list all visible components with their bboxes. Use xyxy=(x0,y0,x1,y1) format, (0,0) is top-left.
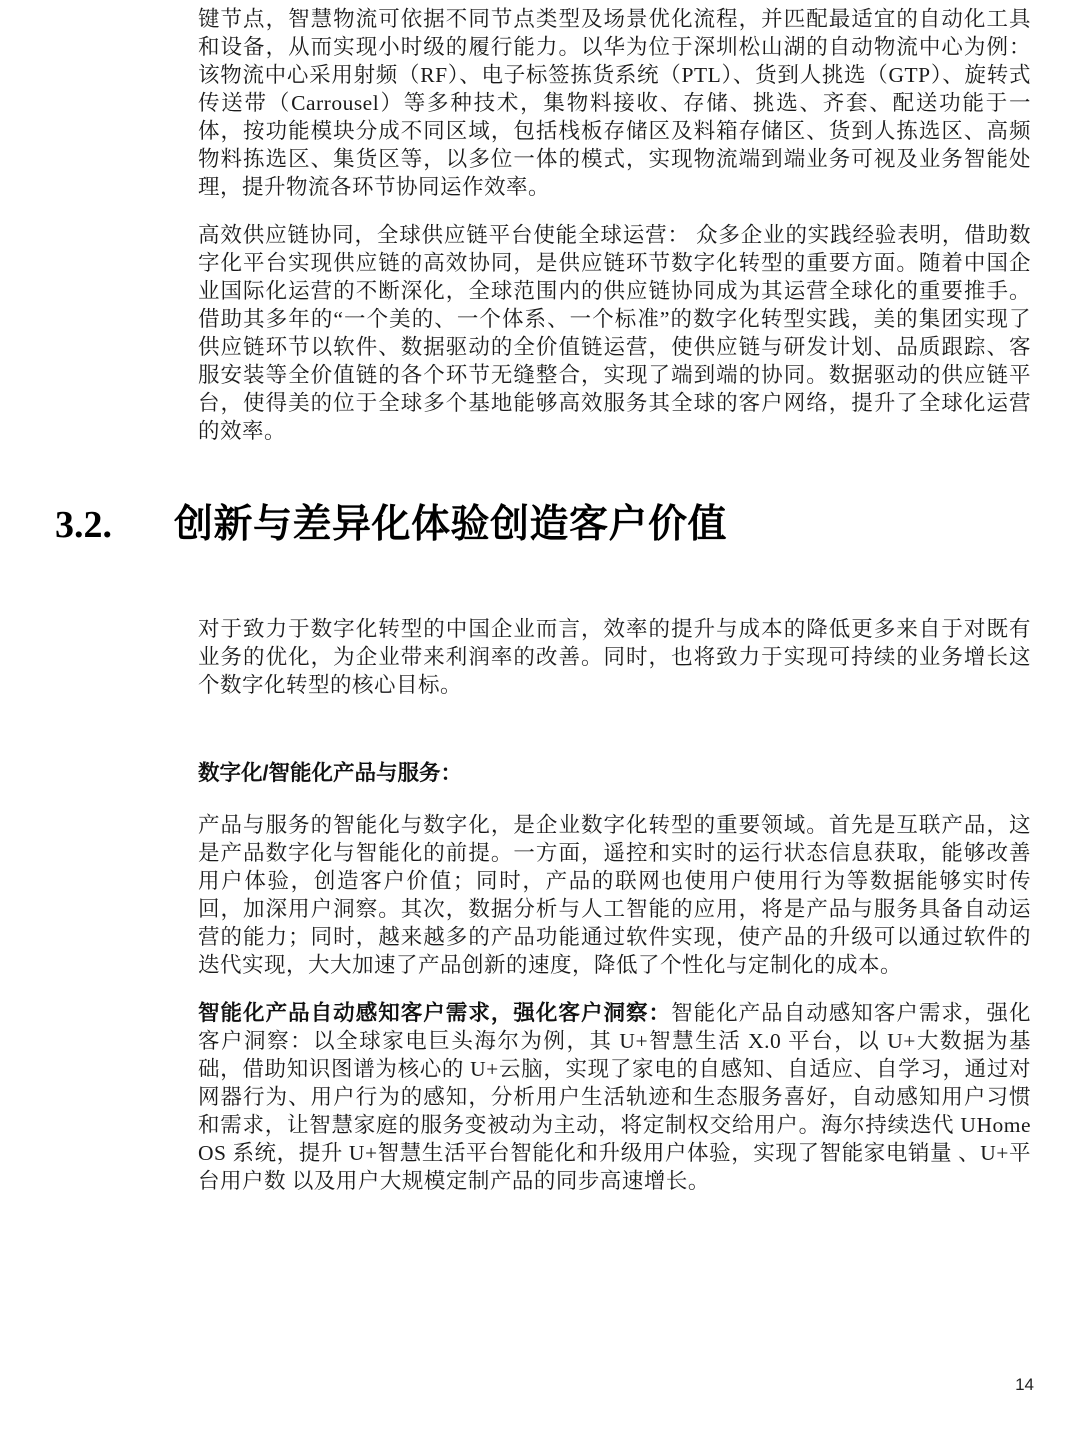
section-title: 创新与差异化体验创造客户价值 xyxy=(174,503,728,546)
paragraph-haier-lead: 智能化产品自动感知客户需求，强化客户洞察： xyxy=(198,1001,672,1025)
paragraph-smart-logistics: 键节点，智慧物流可依据不同节点类型及场景优化流程，并匹配最适宜的自动化工具和设备，从而实现小时级的履行能力。以华为位于深圳松山湖的自动物流中心为例：该物流中心采用射频（RF）、电子标签拣货系统（PTL）、货到人挑选（GTP）、旋转式传送带（Carrousel）等多种技术，集物料接收、存储、挑选、齐套、配送功能于一体，按功能模块分成不同区域，包括栈板存储区及料箱存储区、货到人拣选区、高频物料拣选区、集货区等，以多位一体的模式，实现物流端到端业务可视及业务智能处理，提升物流各环节协同运作效率。 xyxy=(198,7,1031,199)
section-heading-3-2 xyxy=(55,493,1031,549)
paragraph-products-services: 产品与服务的智能化与数字化，是企业数字化转型的重要领域。首先是互联产品，这是产品数字化与智能化的前提。一方面，遥控和实时的运行状态信息获取，能够改善用户体验，创造客户价值；同时，产品的联网也使用户使用行为等数据能够实时传回，加深用户洞察。其次，数据分析与人工智能的应用，将是产品与服务具备自动运营的能力；同时，越来越多的产品功能通过软件实现，使产品的升级可以通过软件的迭代实现，大大加速了产品创新的速度，降低了个性化与定制化的成本。 xyxy=(198,813,1031,977)
section-number: 3.2. xyxy=(55,504,112,546)
paragraph-haier-case xyxy=(198,999,1054,1195)
paragraph-haier-body: 智能化产品自动感知客户需求，强化客户洞察：以全球家电巨头海尔为例，其 U+智慧生活 X.0 平台，以 U+大数据为基础，借助知识图谱为核心的 U+云脑，实现了家电的自感知、自适应、自学习，通过对网器行为、用户行为的感知，分析用户生活轨迹和生态服务喜好，自动感知用户习惯和需求，让智慧家庭的服务变被动为主动，将定制权交给用户。海尔持续迭代 UHome OS 系统，提升 U+智慧生活平台智能化和升级用户体验，实现了智能家电销量 、U+平台用户数 以及用户大规模定制产品的同步高速增长。 xyxy=(198,1001,1054,1193)
text-column xyxy=(55,5,1054,1215)
page-number: 14 xyxy=(1015,1375,1034,1394)
subheading-digital-products: 数字化/智能化产品与服务： xyxy=(198,761,462,785)
paragraph-intro: 对于致力于数字化转型的中国企业而言，效率的提升与成本的降低更多来自于对既有业务的优化，为企业带来利润率的改善。同时，也将致力于实现可持续的业务增长这个数字化转型的核心目标。 xyxy=(198,617,1031,697)
paragraph-supply-chain: 高效供应链协同，全球供应链平台使能全球运营： 众多企业的实践经验表明，借助数字化平台实现供应链的高效协同，是供应链环节数字化转型的重要方面。随着中国企业国际化运营的不断深化，全球范围内的供应链协同成为其运营全球化的重要推手。借助其多年的“一个美的、一个体系、一个标准”的数字化转型实践，美的集团实现了供应链环节以软件、数据驱动的全价值链运营，使供应链与研发计划、品质跟踪、客服安装等全价值链的各个环节无缝整合，实现了端到端的协同。数据驱动的供应链平台，使得美的位于全球多个基地能够高效服务其全球的客户网络，提升了全球化运营的效率。 xyxy=(198,223,1031,443)
